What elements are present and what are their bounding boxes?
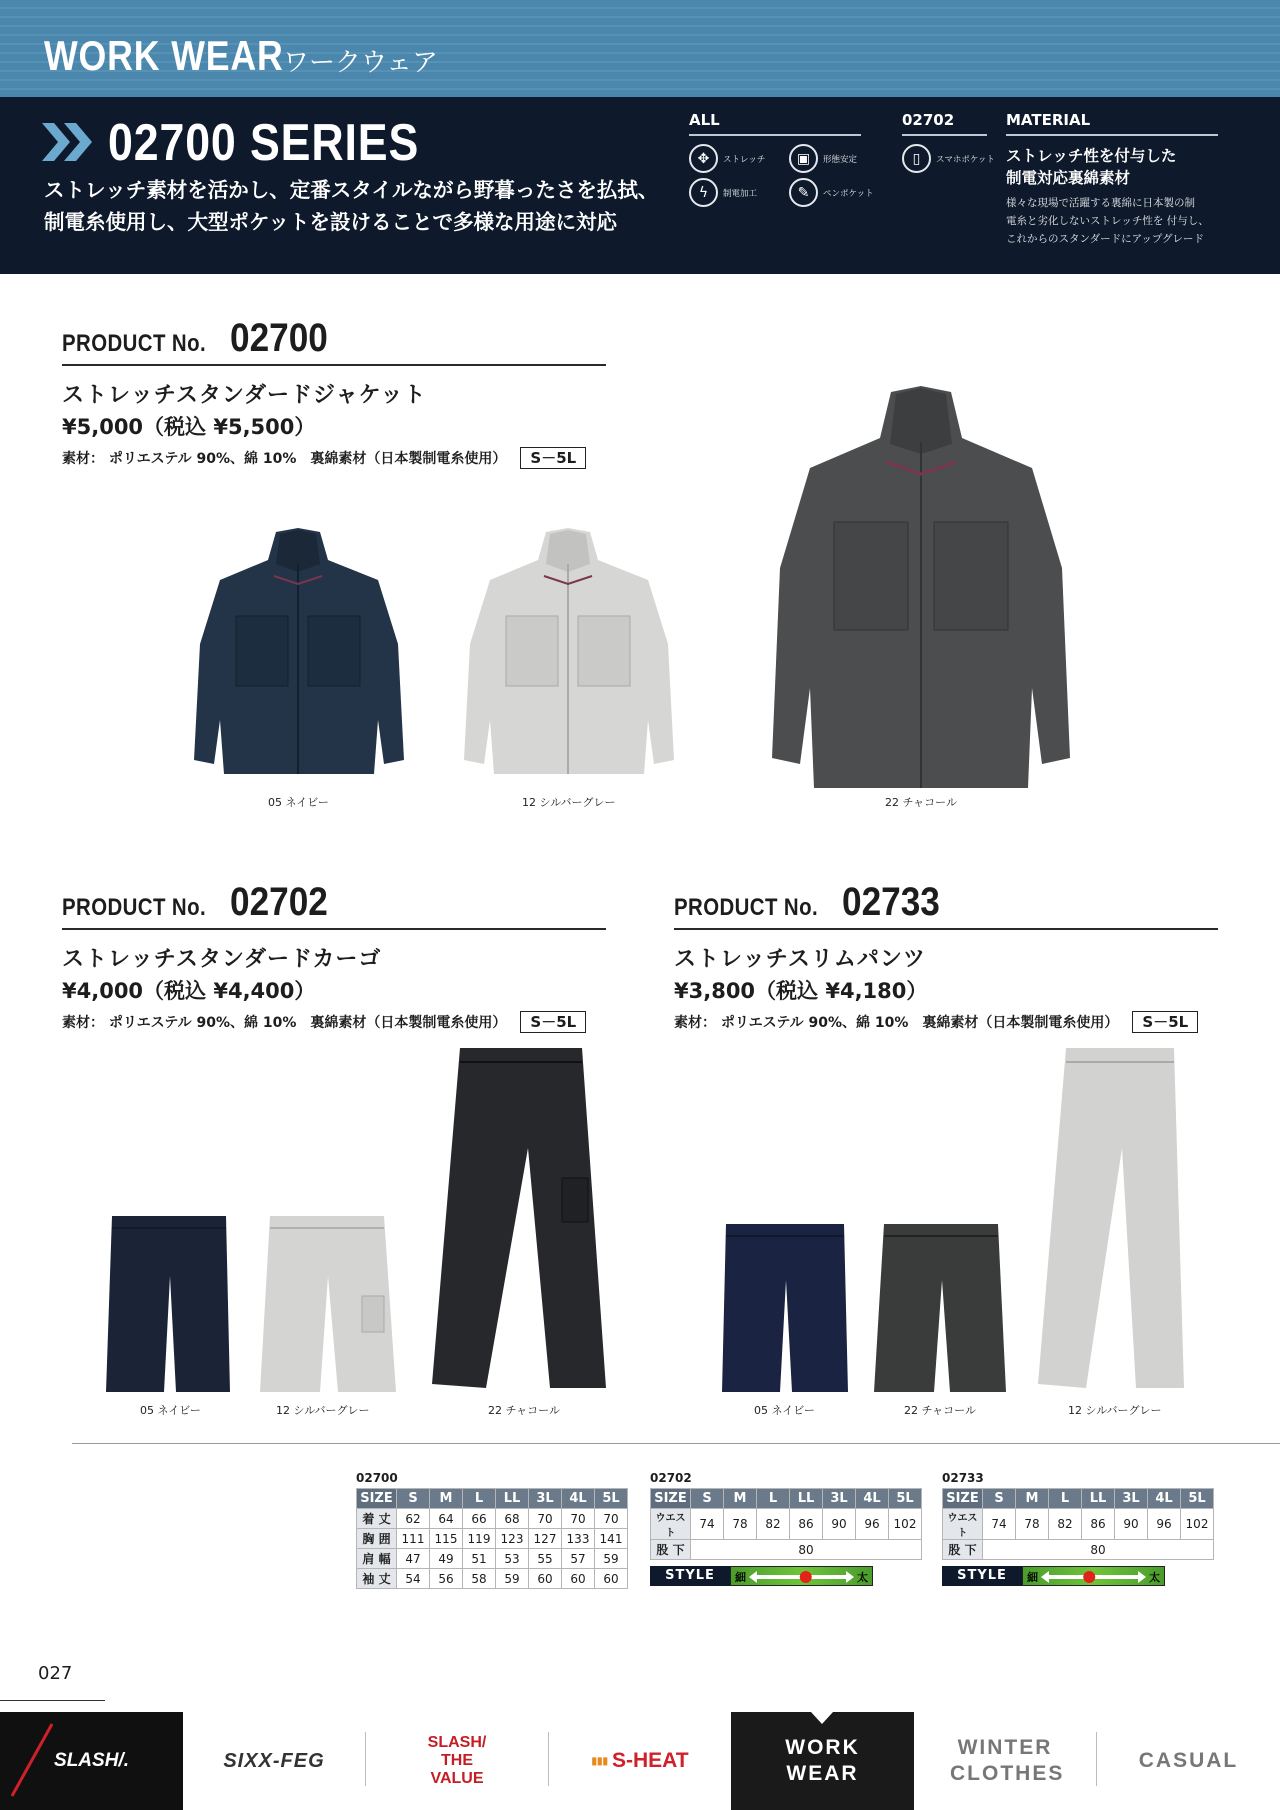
product-material: 素材： ポリエステル 90%、綿 10% 裏綿素材（日本製制電糸使用） bbox=[62, 1015, 507, 1031]
footer-tab-label: WINTER CLOTHES bbox=[950, 1736, 1065, 1785]
table-header-row bbox=[943, 1489, 1214, 1509]
style-right-label: 太 bbox=[1149, 1571, 1160, 1584]
table-cell: 59 bbox=[595, 1549, 628, 1569]
footer-tab-label: S-HEAT bbox=[611, 1749, 689, 1772]
product-02700 bbox=[62, 316, 606, 469]
heat-icon: ▮▮▮ bbox=[591, 1755, 608, 1767]
size-range-badge: S－5L bbox=[1132, 1011, 1198, 1033]
table-cell: 82 bbox=[1049, 1509, 1082, 1540]
table-header-cell: L bbox=[463, 1489, 496, 1509]
product-number-label: PRODUCT No. bbox=[674, 894, 819, 921]
table-cell: 53 bbox=[496, 1549, 529, 1569]
table-cell: 袖 丈 bbox=[357, 1569, 397, 1589]
product-material: 素材： ポリエステル 90%、綿 10% 裏綿素材（日本製制電糸使用） bbox=[62, 451, 507, 467]
footer-tab-label: SLASH/ THE VALUE bbox=[427, 1734, 487, 1787]
table-cell: 80 bbox=[691, 1540, 922, 1560]
product-price: ¥4,000（税込 ¥4,400） bbox=[62, 979, 316, 1003]
table-header-cell: SIZE bbox=[651, 1489, 691, 1509]
feature-label: スマホポケット bbox=[936, 154, 995, 165]
divider bbox=[62, 928, 606, 930]
table-cell: 58 bbox=[463, 1569, 496, 1589]
table-header-cell: LL bbox=[496, 1489, 529, 1509]
footer-tab-label: SLASH/. bbox=[54, 1750, 129, 1771]
table-header-cell: 3L bbox=[529, 1489, 562, 1509]
style-label: STYLE bbox=[942, 1566, 1022, 1586]
color-caption: 12 シルバーグレー bbox=[522, 796, 616, 809]
slim-silvergray-image bbox=[1036, 1048, 1186, 1394]
product-number-value: 02700 bbox=[229, 316, 328, 360]
table-cell: 111 bbox=[397, 1529, 430, 1549]
table-cell: ウエスト bbox=[651, 1509, 691, 1540]
table-cell: 60 bbox=[595, 1569, 628, 1589]
style-right-label: 太 bbox=[857, 1571, 868, 1584]
product-02733 bbox=[674, 880, 1218, 1033]
material-heading: MATERIAL bbox=[1006, 111, 1091, 129]
table-cell: 78 bbox=[724, 1509, 757, 1540]
section-title: WORK WEAR bbox=[44, 32, 284, 79]
jacket-silvergray-image bbox=[458, 524, 678, 782]
footer-tab-work-wear[interactable] bbox=[731, 1712, 914, 1810]
table-header-row bbox=[651, 1489, 922, 1509]
table-cell: 70 bbox=[595, 1509, 628, 1529]
shape-stable-icon: ▣ bbox=[789, 144, 818, 173]
table-header-cell: L bbox=[1049, 1489, 1082, 1509]
feature-stretch bbox=[689, 144, 765, 173]
cargo-navy-image bbox=[104, 1216, 234, 1392]
table-cell: 133 bbox=[562, 1529, 595, 1549]
footer-tab-winter-clothes[interactable] bbox=[914, 1712, 1096, 1810]
table-cell: 102 bbox=[889, 1509, 922, 1540]
table-row bbox=[357, 1509, 628, 1529]
table-row bbox=[651, 1509, 922, 1540]
table-cell: 119 bbox=[463, 1529, 496, 1549]
table-header-cell: 4L bbox=[856, 1489, 889, 1509]
table-header-cell: L bbox=[757, 1489, 790, 1509]
product-name: ストレッチスリムパンツ bbox=[674, 947, 926, 972]
table-row bbox=[357, 1529, 628, 1549]
table-cell: 123 bbox=[496, 1529, 529, 1549]
table-cell: 70 bbox=[562, 1509, 595, 1529]
table-cell: 56 bbox=[430, 1569, 463, 1589]
table-header-cell: 3L bbox=[1115, 1489, 1148, 1509]
table-cell: 78 bbox=[1016, 1509, 1049, 1540]
top-banner bbox=[0, 0, 1280, 97]
divider bbox=[689, 134, 861, 136]
table-cell: 115 bbox=[430, 1529, 463, 1549]
table-header-cell: M bbox=[724, 1489, 757, 1509]
table-header-row bbox=[357, 1489, 628, 1509]
table-cell: 54 bbox=[397, 1569, 430, 1589]
product-number bbox=[674, 880, 1218, 925]
table-header-cell: M bbox=[430, 1489, 463, 1509]
phone-pocket-icon: ▯ bbox=[902, 144, 931, 173]
table-header-cell: 4L bbox=[562, 1489, 595, 1509]
table-row bbox=[357, 1569, 628, 1589]
feature-label: ストレッチ bbox=[723, 154, 766, 165]
footer-nav bbox=[0, 1712, 1280, 1810]
footer-tab-label: WORK WEAR bbox=[785, 1736, 860, 1785]
table-cell: 86 bbox=[790, 1509, 823, 1540]
table-cell: 74 bbox=[983, 1509, 1016, 1540]
material-title-line: 制電対応裏綿素材 bbox=[1006, 169, 1131, 187]
style-dot bbox=[1083, 1571, 1095, 1583]
series-title: 02700 SERIES bbox=[108, 114, 420, 172]
pen-pocket-icon: ✎ bbox=[789, 178, 818, 207]
table-cell: 股 下 bbox=[943, 1540, 983, 1560]
product-number bbox=[62, 880, 606, 925]
feature-label: 制電加工 bbox=[723, 188, 758, 199]
style-left-label: 細 bbox=[735, 1571, 746, 1584]
divider bbox=[674, 928, 1218, 930]
table-row bbox=[943, 1509, 1214, 1540]
table-cell: 60 bbox=[529, 1569, 562, 1589]
table-header-cell: 5L bbox=[595, 1489, 628, 1509]
divider bbox=[1006, 134, 1218, 136]
feature-pen-pocket bbox=[789, 178, 874, 207]
table-header-cell: S bbox=[691, 1489, 724, 1509]
active-tab-notch-icon bbox=[811, 1712, 833, 1724]
section-title-jp: ワークウェア bbox=[283, 48, 438, 78]
table-header-cell: S bbox=[397, 1489, 430, 1509]
table-header-cell: M bbox=[1016, 1489, 1049, 1509]
feature-label: ペンポケット bbox=[823, 188, 874, 199]
table-row bbox=[943, 1540, 1214, 1560]
table-cell: 60 bbox=[562, 1569, 595, 1589]
size-range-badge: S－5L bbox=[520, 447, 586, 469]
table-cell: ウエスト bbox=[943, 1509, 983, 1540]
material-desc-line: これからのスタンダードにアップグレード bbox=[1006, 233, 1205, 245]
size-table-02733 bbox=[942, 1471, 1214, 1586]
size-range-badge: S－5L bbox=[520, 1011, 586, 1033]
series-description bbox=[44, 174, 658, 238]
table-cell: 86 bbox=[1082, 1509, 1115, 1540]
footer-tab-the-value[interactable] bbox=[366, 1712, 548, 1810]
footer-tab-label: CASUAL bbox=[1138, 1749, 1239, 1772]
product-02702 bbox=[62, 880, 606, 1033]
table-header-cell: SIZE bbox=[357, 1489, 397, 1509]
slim-navy-image bbox=[720, 1224, 850, 1392]
footer-tab-sheat[interactable] bbox=[549, 1712, 731, 1810]
product-number-label: PRODUCT No. bbox=[62, 330, 207, 357]
page-number: 027 bbox=[38, 1663, 73, 1684]
product-price: ¥5,000（税込 ¥5,500） bbox=[62, 415, 316, 439]
table-cell: 102 bbox=[1181, 1509, 1214, 1540]
size-table-02700 bbox=[356, 1471, 628, 1589]
feature-antistatic bbox=[689, 178, 757, 207]
color-caption: 05 ネイビー bbox=[140, 1404, 201, 1417]
feature-label: 形態安定 bbox=[823, 154, 858, 165]
material-title-line: ストレッチ性を付与した bbox=[1006, 147, 1177, 165]
slim-charcoal-image bbox=[872, 1224, 1008, 1392]
footer-tab-slash[interactable] bbox=[0, 1712, 183, 1810]
divider bbox=[72, 1443, 1280, 1444]
table-cell: 74 bbox=[691, 1509, 724, 1540]
table-cell: 55 bbox=[529, 1549, 562, 1569]
material-description bbox=[1006, 194, 1209, 248]
style-track bbox=[730, 1566, 873, 1586]
color-caption: 05 ネイビー bbox=[268, 796, 329, 809]
table-header-cell: S bbox=[983, 1489, 1016, 1509]
series-desc-line: 制電糸使用し、大型ポケットを設けることで多様な用途に対応 bbox=[44, 210, 617, 234]
table-header-cell: 3L bbox=[823, 1489, 856, 1509]
table-cell: 141 bbox=[595, 1529, 628, 1549]
product-material-row bbox=[674, 1011, 1218, 1033]
table-cell: 57 bbox=[562, 1549, 595, 1569]
color-caption: 22 チャコール bbox=[904, 1404, 976, 1417]
table-cell: 96 bbox=[1148, 1509, 1181, 1540]
series-desc-line: ストレッチ素材を活かし、定番スタイルながら野暮ったさを払拭、 bbox=[44, 178, 659, 202]
antistatic-icon: ϟ bbox=[689, 178, 718, 207]
product-name: ストレッチスタンダードジャケット bbox=[62, 383, 427, 408]
size-table bbox=[942, 1488, 1214, 1560]
color-caption: 22 チャコール bbox=[885, 796, 957, 809]
color-caption: 12 シルバーグレー bbox=[276, 1404, 370, 1417]
style-track bbox=[1022, 1566, 1165, 1586]
table-cell: 70 bbox=[529, 1509, 562, 1529]
size-table-id: 02700 bbox=[356, 1471, 398, 1485]
features-all-heading: ALL bbox=[689, 111, 720, 129]
size-table bbox=[356, 1488, 628, 1589]
table-cell: 66 bbox=[463, 1509, 496, 1529]
jacket-navy-image bbox=[188, 524, 408, 782]
table-cell: 肩 幅 bbox=[357, 1549, 397, 1569]
table-cell: 82 bbox=[757, 1509, 790, 1540]
table-cell: 47 bbox=[397, 1549, 430, 1569]
table-cell: 49 bbox=[430, 1549, 463, 1569]
product-material-row bbox=[62, 447, 606, 469]
product-number-label: PRODUCT No. bbox=[62, 894, 207, 921]
footer-tab-label: SIXX-FEG bbox=[223, 1749, 325, 1772]
cargo-silvergray-image bbox=[258, 1216, 398, 1392]
table-cell: 股 下 bbox=[651, 1540, 691, 1560]
material-title bbox=[1006, 145, 1176, 189]
table-cell: 着 丈 bbox=[357, 1509, 397, 1529]
color-caption: 12 シルバーグレー bbox=[1068, 1404, 1162, 1417]
table-header-cell: 5L bbox=[1181, 1489, 1214, 1509]
table-cell: 64 bbox=[430, 1509, 463, 1529]
divider bbox=[902, 134, 987, 136]
product-material: 素材： ポリエステル 90%、綿 10% 裏綿素材（日本製制電糸使用） bbox=[674, 1015, 1119, 1031]
divider bbox=[0, 1700, 105, 1701]
features-02702-heading: 02702 bbox=[902, 111, 955, 129]
table-header-cell: 5L bbox=[889, 1489, 922, 1509]
table-cell: 68 bbox=[496, 1509, 529, 1529]
table-cell: 80 bbox=[983, 1540, 1214, 1560]
table-header-cell: LL bbox=[790, 1489, 823, 1509]
style-arrow-icon bbox=[749, 1570, 854, 1584]
feature-shape-stable bbox=[789, 144, 857, 173]
table-header-cell: LL bbox=[1082, 1489, 1115, 1509]
product-number-value: 02702 bbox=[229, 880, 328, 924]
product-price: ¥3,800（税込 ¥4,180） bbox=[674, 979, 928, 1003]
color-caption: 22 チャコール bbox=[488, 1404, 560, 1417]
style-indicator bbox=[942, 1566, 1214, 1586]
table-cell: 127 bbox=[529, 1529, 562, 1549]
table-row bbox=[357, 1549, 628, 1569]
divider bbox=[62, 364, 606, 366]
style-indicator bbox=[650, 1566, 922, 1586]
style-label: STYLE bbox=[650, 1566, 730, 1586]
stretch-icon: ✥ bbox=[689, 144, 718, 173]
table-row bbox=[651, 1540, 922, 1560]
style-left-label: 細 bbox=[1027, 1571, 1038, 1584]
table-cell: 62 bbox=[397, 1509, 430, 1529]
table-cell: 90 bbox=[1115, 1509, 1148, 1540]
color-caption: 05 ネイビー bbox=[754, 1404, 815, 1417]
size-table bbox=[650, 1488, 922, 1560]
footer-tab-sixxfeg[interactable] bbox=[183, 1712, 365, 1810]
table-cell: 59 bbox=[496, 1569, 529, 1589]
material-desc-line: 電糸と劣化しないストレッチ性を 付与し、 bbox=[1006, 215, 1209, 227]
footer-tab-casual[interactable] bbox=[1097, 1712, 1280, 1810]
product-number-value: 02733 bbox=[841, 880, 940, 924]
cargo-charcoal-image bbox=[430, 1048, 610, 1394]
style-dot bbox=[800, 1571, 812, 1583]
size-table-id: 02702 bbox=[650, 1471, 692, 1485]
jacket-charcoal-image bbox=[766, 382, 1076, 794]
feature-phone-pocket bbox=[902, 144, 995, 173]
material-desc-line: 様々な現場で活躍する裏綿に日本製の制 bbox=[1006, 197, 1195, 209]
product-name: ストレッチスタンダードカーゴ bbox=[62, 947, 382, 972]
table-cell: 90 bbox=[823, 1509, 856, 1540]
series-header bbox=[0, 97, 1280, 274]
size-table-02702 bbox=[650, 1471, 922, 1586]
size-table-id: 02733 bbox=[942, 1471, 984, 1485]
table-cell: 胸 囲 bbox=[357, 1529, 397, 1549]
table-cell: 51 bbox=[463, 1549, 496, 1569]
slash-mark-icon bbox=[8, 1720, 58, 1800]
product-material-row bbox=[62, 1011, 606, 1033]
table-header-cell: SIZE bbox=[943, 1489, 983, 1509]
double-chevron-icon bbox=[42, 123, 98, 161]
style-arrow-icon bbox=[1041, 1570, 1146, 1584]
product-number bbox=[62, 316, 606, 361]
table-header-cell: 4L bbox=[1148, 1489, 1181, 1509]
table-cell: 96 bbox=[856, 1509, 889, 1540]
